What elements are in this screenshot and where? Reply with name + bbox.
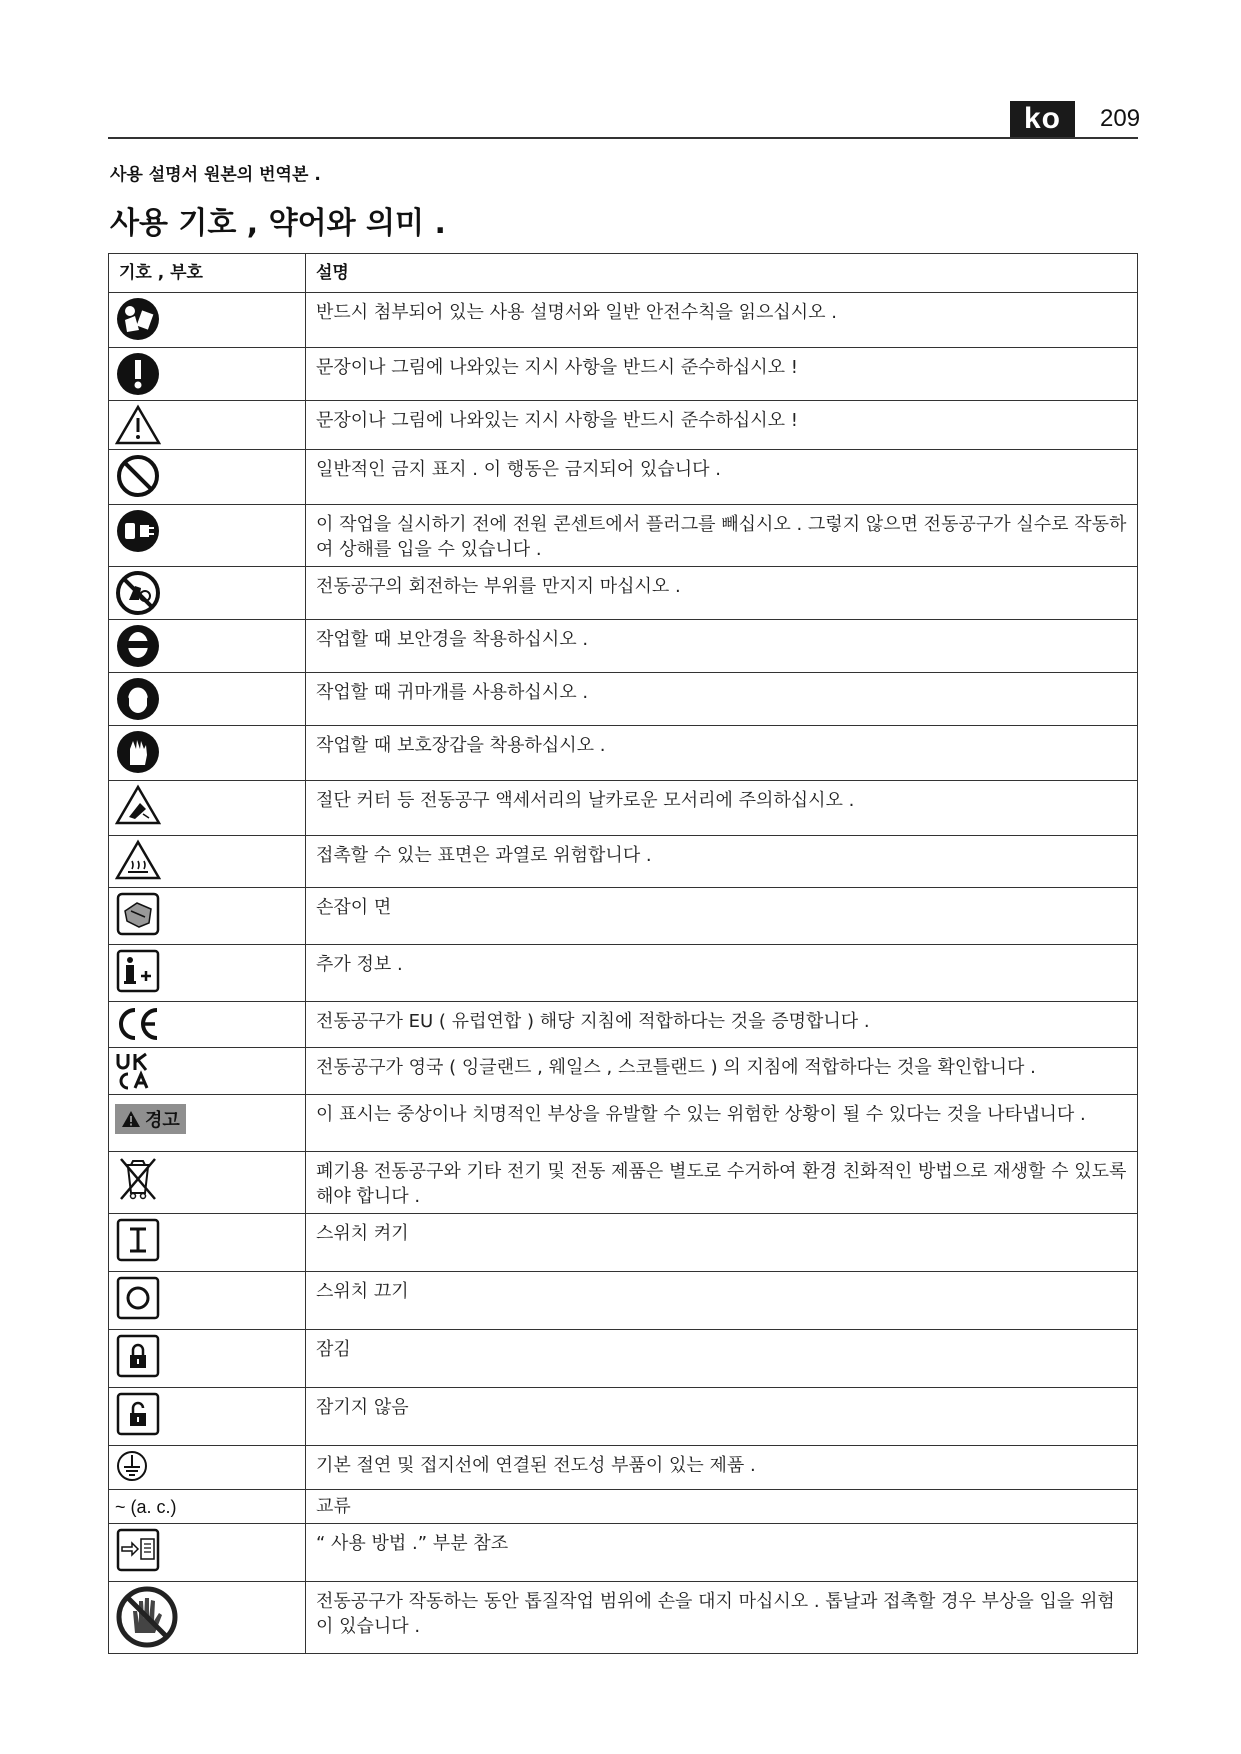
row-description: 작업할 때 귀마개를 사용하십시오 . [306,673,1138,726]
table-row [109,348,1138,401]
row-description: 잠김 [306,1330,1138,1388]
table-row [109,401,1138,450]
ac-symbol-text: ~ (a. c.) [115,1497,177,1517]
table-row [109,293,1138,348]
page-number: 209 [1100,105,1141,132]
see-instructions-icon [115,1527,299,1573]
description-column-header: 설명 [306,254,1138,293]
no-hand-in-work-area-icon [115,1585,299,1649]
table-row [109,888,1138,945]
table-row [109,1490,1138,1524]
document-subtitle: 사용 설명서 원본의 번역본 . [110,165,321,185]
row-description: 교류 [306,1490,1138,1524]
table-row [109,945,1138,1002]
unlocked-icon [115,1391,299,1437]
row-description: 이 표시는 중상이나 치명적인 부상을 유발할 수 있는 위험한 상황이 될 수 있다는 것을 나타냅니다 . [306,1095,1138,1152]
prohibition-icon [115,453,299,499]
ear-protection-icon [115,676,299,722]
table-row [109,567,1138,620]
row-description: 작업할 때 보호장갑을 착용하십시오 . [306,726,1138,781]
table-row [109,1002,1138,1048]
grip-surface-icon [115,891,299,937]
row-description: 전동공구가 작동하는 동안 톱질작업 범위에 손을 대지 마십시오 . 톱날과 접촉할 경우 부상을 입을 위험이 있습니다 . [306,1582,1138,1654]
switch-off-icon [115,1275,299,1321]
warning-label-icon [115,1104,186,1134]
table-row [109,1524,1138,1582]
symbol-column-header: 기호 , 부호 [109,254,306,293]
row-description: 작업할 때 보안경을 착용하십시오 . [306,620,1138,673]
table-row [109,673,1138,726]
warning-label-text: 경고 [145,1110,180,1131]
row-description: 문장이나 그림에 나와있는 지시 사항을 반드시 준수하십시오 ! [306,401,1138,450]
row-description: 폐기용 전동공구와 기타 전기 및 전동 제품은 별도로 수거하여 환경 친화적인 방법으로 재생할 수 있도록 해야 합니다 . [306,1152,1138,1214]
table-row [109,1272,1138,1330]
additional-info-icon [115,948,299,994]
table-row [109,781,1138,836]
table-row [109,1446,1138,1490]
table-row [109,1095,1138,1152]
table-row [109,726,1138,781]
row-description: 잠기지 않음 [306,1388,1138,1446]
unplug-icon [115,508,299,554]
row-description: 반드시 첨부되어 있는 사용 설명서와 일반 안전수칙을 읽으십시오 . [306,293,1138,348]
row-description: 스위치 끄기 [306,1272,1138,1330]
table-row [109,1330,1138,1388]
page-title: 사용 기호 , 약어와 의미 . [110,206,446,241]
table-row [109,1048,1138,1095]
symbols-table [108,253,1138,1654]
row-description: 기본 절연 및 접지선에 연결된 전도성 부품이 있는 제품 . [306,1446,1138,1490]
ce-mark-icon [115,1005,299,1043]
warning-triangle-icon [115,404,299,446]
row-description: 전동공구의 회전하는 부위를 만지지 마십시오 . [306,567,1138,620]
locked-icon [115,1333,299,1379]
row-description: 스위치 켜기 [306,1214,1138,1272]
header-rule [108,137,1138,139]
read-manual-icon [115,296,299,342]
row-description: 손잡이 면 [306,888,1138,945]
row-description: 문장이나 그림에 나와있는 지시 사항을 반드시 준수하십시오 ! [306,348,1138,401]
row-description: 일반적인 금지 표지 . 이 행동은 금지되어 있습니다 . [306,450,1138,505]
protective-earth-icon [115,1449,299,1483]
table-row [109,836,1138,888]
row-description: 이 작업을 실시하기 전에 전원 콘센트에서 플러그를 빼십시오 . 그렇지 않으면 전동공구가 실수로 작동하여 상해를 입을 수 있습니다 . [306,505,1138,567]
row-description: 접촉할 수 있는 표면은 과열로 위험합니다 . [306,836,1138,888]
row-description: 전동공구가 영국 ( 잉글랜드 , 웨일스 , 스코틀랜드 ) 의 지침에 적합하다는 것을 확인합니다 . [306,1048,1138,1095]
row-description: 전동공구가 EU ( 유럽연합 ) 해당 지침에 적합하다는 것을 증명합니다 . [306,1002,1138,1048]
switch-on-icon [115,1217,299,1263]
table-row [109,620,1138,673]
row-description: 추가 정보 . [306,945,1138,1002]
mandatory-exclamation-icon [115,351,299,397]
protective-gloves-icon [115,729,299,775]
language-badge: ko [1010,101,1075,137]
table-header-row [109,254,1138,293]
ukca-mark-icon [115,1051,299,1091]
table-row [109,1582,1138,1654]
table-row [109,1152,1138,1214]
row-description: 절단 커터 등 전동공구 액세서리의 날카로운 모서리에 주의하십시오 . [306,781,1138,836]
safety-goggles-icon [115,623,299,669]
table-row [109,1388,1138,1446]
sharp-edge-warning-icon [115,784,299,826]
weee-bin-icon [115,1155,299,1203]
no-touch-rotating-icon [115,570,299,616]
hot-surface-warning-icon [115,839,299,881]
row-description: “ 사용 방법 .” 부분 참조 [306,1524,1138,1582]
table-row [109,1214,1138,1272]
table-row [109,450,1138,505]
table-row [109,505,1138,567]
